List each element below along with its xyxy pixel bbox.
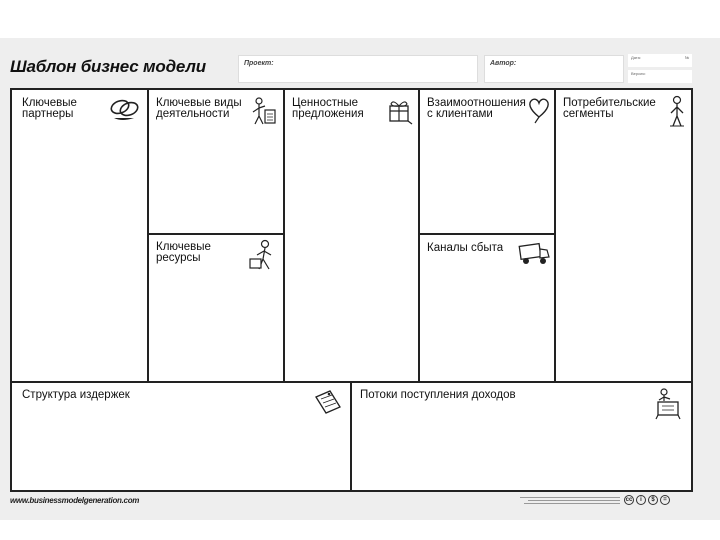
revenue-streams-block[interactable] xyxy=(352,383,691,490)
customer-segments-block[interactable] xyxy=(556,90,691,381)
attribution-badge-icon: i xyxy=(636,495,646,505)
license-badges xyxy=(624,495,670,505)
gift-icon xyxy=(385,96,415,126)
version-label: Версия: xyxy=(631,71,646,76)
value-propositions-label: Ценностные предложения xyxy=(292,97,364,120)
cost-structure-block[interactable] xyxy=(12,383,350,490)
cost-structure-label: Структура издержек xyxy=(22,389,130,401)
page-title: Шаблон бизнес модели xyxy=(10,57,206,76)
key-resources-label: Ключевые ресурсы xyxy=(156,241,211,264)
price-tag-icon xyxy=(312,387,344,417)
truck-icon xyxy=(516,239,552,267)
checklist-worker-icon xyxy=(249,96,279,128)
license-fine-print xyxy=(520,495,620,507)
worker-icon xyxy=(247,239,279,273)
project-field[interactable] xyxy=(238,55,478,83)
noncommercial-badge-icon: $ xyxy=(648,495,658,505)
person-icon xyxy=(666,95,688,129)
customer-relationships-label: Взаимоотношения с клиентами xyxy=(427,97,526,120)
sharealike-badge-icon: = xyxy=(660,495,670,505)
key-partners-block[interactable] xyxy=(12,90,147,381)
channels-block[interactable] xyxy=(420,235,554,381)
key-activities-label: Ключевые виды деятельности xyxy=(156,97,242,120)
money-bag-icon xyxy=(652,387,684,421)
cc-badge-icon: cc xyxy=(625,497,633,503)
footer-url[interactable]: www.businessmodelgeneration.com xyxy=(10,496,140,505)
value-propositions-block[interactable] xyxy=(285,90,418,381)
project-label: Проект: xyxy=(244,60,274,67)
channels-label: Каналы сбыта xyxy=(427,242,504,254)
author-field[interactable] xyxy=(484,55,624,83)
date-box[interactable] xyxy=(628,54,692,67)
chain-link-icon xyxy=(108,96,142,122)
version-number-label: № xyxy=(684,55,689,60)
key-resources-block[interactable] xyxy=(149,235,282,381)
customer-segments-label: Потребительские сегменты xyxy=(563,97,656,120)
key-activities-block[interactable] xyxy=(149,90,282,233)
key-partners-label: Ключевые партнеры xyxy=(22,97,77,120)
date-label: Дата: xyxy=(631,55,641,60)
version-box[interactable] xyxy=(628,70,692,83)
heart-icon xyxy=(526,95,552,125)
business-model-canvas xyxy=(10,88,693,492)
customer-relationships-block[interactable] xyxy=(420,90,554,233)
author-label: Автор: xyxy=(490,60,517,67)
revenue-streams-label: Потоки поступления доходов xyxy=(360,389,516,401)
